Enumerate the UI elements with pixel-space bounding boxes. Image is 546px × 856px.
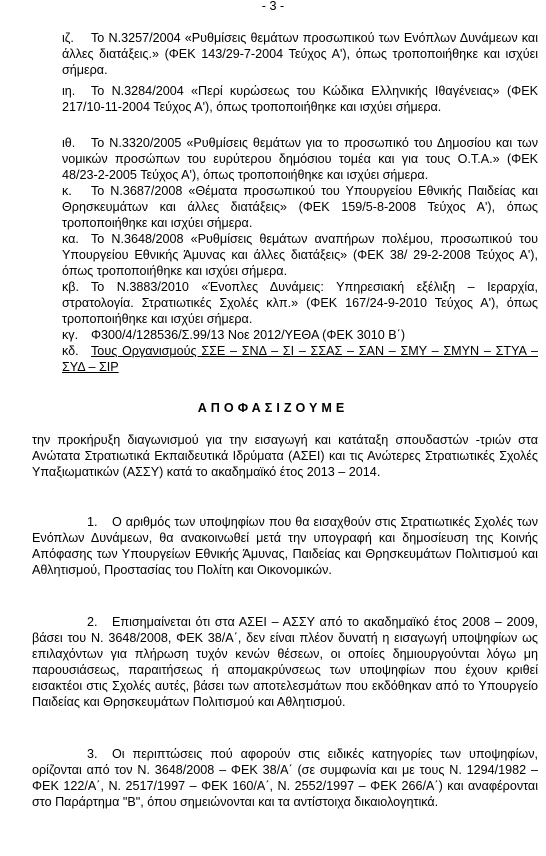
numbered-paragraph [32, 614, 538, 710]
list-item [62, 30, 538, 78]
paragraph-number: 1. [87, 515, 98, 529]
item-text: Φ300/4/128536/Σ.99/13 Νοε 2012/ΥΕΘΑ (ΦΕΚ 3010 Β΄) [91, 328, 406, 342]
list-item [62, 231, 538, 279]
list-item [62, 83, 538, 115]
item-label: κα. [62, 232, 79, 246]
list-item [62, 327, 538, 343]
item-label: κδ. [62, 344, 79, 358]
item-text: Το Ν.3257/2004 «Ρυθμίσεις θεμάτων προσωπικού των Ενόπλων Δυνάμεων και άλλες διατάξεις.» (ΦΕΚ 143/29-7-2004 Τεύχος Α'), όπως τροποποιήθηκε και ισχύει σήμερα. [62, 31, 538, 78]
paragraph-text: Οι περιπτώσεις πού αφορούν στις ειδικές κατηγορίες των υποψηφίων, ορίζονται από τον Ν. 3648/2008 – ΦΕΚ 38/Α΄ (σε συμφωνία και με τους Ν. 1294/1982 – ΦΕΚ 122/Α΄, Ν. 2517/1997 – ΦΕΚ 160/Α΄, Ν. 2552/1997 – ΦΕΚ 266/Α΄) και αναφέρονται στο Παράρτημα "Β", όπου σημειώνονται και τα αντίστοιχα δικαιολογητικά. [32, 747, 538, 810]
paragraph-text: Ο αριθμός των υποψηφίων που θα εισαχθούν στις Στρατιωτικές Σχολές των Ενόπλων Δυνάμεων, θα ανακοινωθεί μετά την υπογραφή και δημοσίευση της Κοινής Απόφασης των Υπουργείων Εθνικής Άμυνας, Παιδείας και Θρησκευμάτων Πολιτισμού και Αθλητισμού, Προστασίας του Πολίτη και Οικονομικών. [32, 515, 538, 578]
item-label: κγ. [62, 328, 79, 342]
paragraph-number: 2. [87, 615, 98, 629]
list-item [62, 183, 538, 231]
intro-paragraph: την προκήρυξη διαγωνισμού για την εισαγωγή και κατάταξη σπουδαστών -τριών στα Ανώτατα Στρατιωτικά Εκπαιδευτικά Ιδρύματα (ΑΣΕΙ) και τις Ανώτερες Στρατιωτικές Σχολές Υπαξιωματικών (ΑΣΣΥ) κατά το ακαδημαϊκό έτος 2013 – 2014. [32, 433, 538, 480]
numbered-paragraph [32, 746, 538, 810]
list-item [62, 279, 538, 327]
paragraph-text: Επισημαίνεται ότι στα ΑΣΕΙ – ΑΣΣΥ από το ακαδημαϊκό έτος 2008 – 2009, βάσει του Ν. 3648/2008, ΦΕΚ 38/Α΄, δεν είναι πλέον δυνατή η εισαγωγή υποψηφίων ως επιλαχόντων για πλήρωση τυχόν κενών θέσεων, οι οποίες δημιουργούνται λόγω μη παρουσιάσεως, παραιτήσεως ή απομακρύνσεως των υποψηφίων που έχουν κριθεί εισακτέοι στις Σχολές αυτές, βάσει των αποτελεσμάτων που εκδόθηκαν από το Υπουργείο Παιδείας και Θρησκευμάτων Πολιτισμού και Αθλητισμού. [32, 615, 538, 710]
item-text: Το Ν.3320/2005 «Ρυθμίσεις θεμάτων για το προσωπικό του Δημοσίου και των νομικών προσώπων του ευρύτερου δημόσιου τομέα και για τους Ο.Τ.Α.» (ΦΕΚ 48/23-2-2005 Τεύχος Α'), όπως τροποποιήθηκε και ισχύει σήμερα. [62, 136, 538, 183]
paragraph-number: 3. [87, 747, 98, 761]
item-text: Τους Οργανισμούς ΣΣΕ – ΣΝΔ – ΣΙ – ΣΣΑΣ – ΣΑΝ – ΣΜΥ – ΣΜΥΝ – ΣΤΥΑ – ΣΥΔ – ΣΙΡ [62, 344, 538, 375]
item-text: Το Ν.3648/2008 «Ρυθμίσεις θεμάτων αναπήρων πολέμου, προσωπικού του Υπουργείου Εθνικής Άμυνας και άλλες διατάξεις» (ΦΕΚ 38/ 29-2-2008 Τεύχος Α'), όπως τροποποιήθηκε και ισχύει σήμερα. [62, 232, 538, 279]
list-item [62, 343, 538, 375]
page-number: - 3 - [261, 0, 285, 13]
item-text: Το Ν.3284/2004 «Περί κυρώσεως του Κώδικα Ελληνικής Ιθαγένειας» (ΦΕΚ 217/10-11-2004 Τεύχος Α'), όπως τροποποιήθηκε και ισχύει σήμερα. [62, 84, 538, 115]
item-label: ιθ. [62, 136, 76, 150]
numbered-paragraph [32, 514, 538, 578]
item-text: Το Ν.3687/2008 «Θέματα προσωπικού του Υπουργείου Εθνικής Παιδείας και Θρησκευμάτων και άλλες διατάξεις» (ΦΕΚ 159/5-8-2008 Τεύχος Α'), όπως τροποποιήθηκε και ισχύει σήμερα. [62, 184, 538, 231]
item-label: ιη. [62, 84, 76, 98]
item-label: κ. [62, 184, 72, 198]
item-text: Το Ν.3883/2010 «Ένοπλες Δυνάμεις: Υπηρεσιακή εξέλιξη – Ιεραρχία, στρατολογία. Στρατιωτικές Σχολές κλπ.» (ΦΕΚ 167/24-9-2010 Τεύχος Α'), όπως τροποποιήθηκε και ισχύει σήμερα. [62, 280, 538, 327]
item-label: κβ. [62, 280, 80, 294]
item-label: ιζ. [62, 31, 74, 45]
section-heading: ΑΠΟΦΑΣΙΖΟΥΜΕ [197, 401, 349, 415]
list-item [62, 135, 538, 183]
